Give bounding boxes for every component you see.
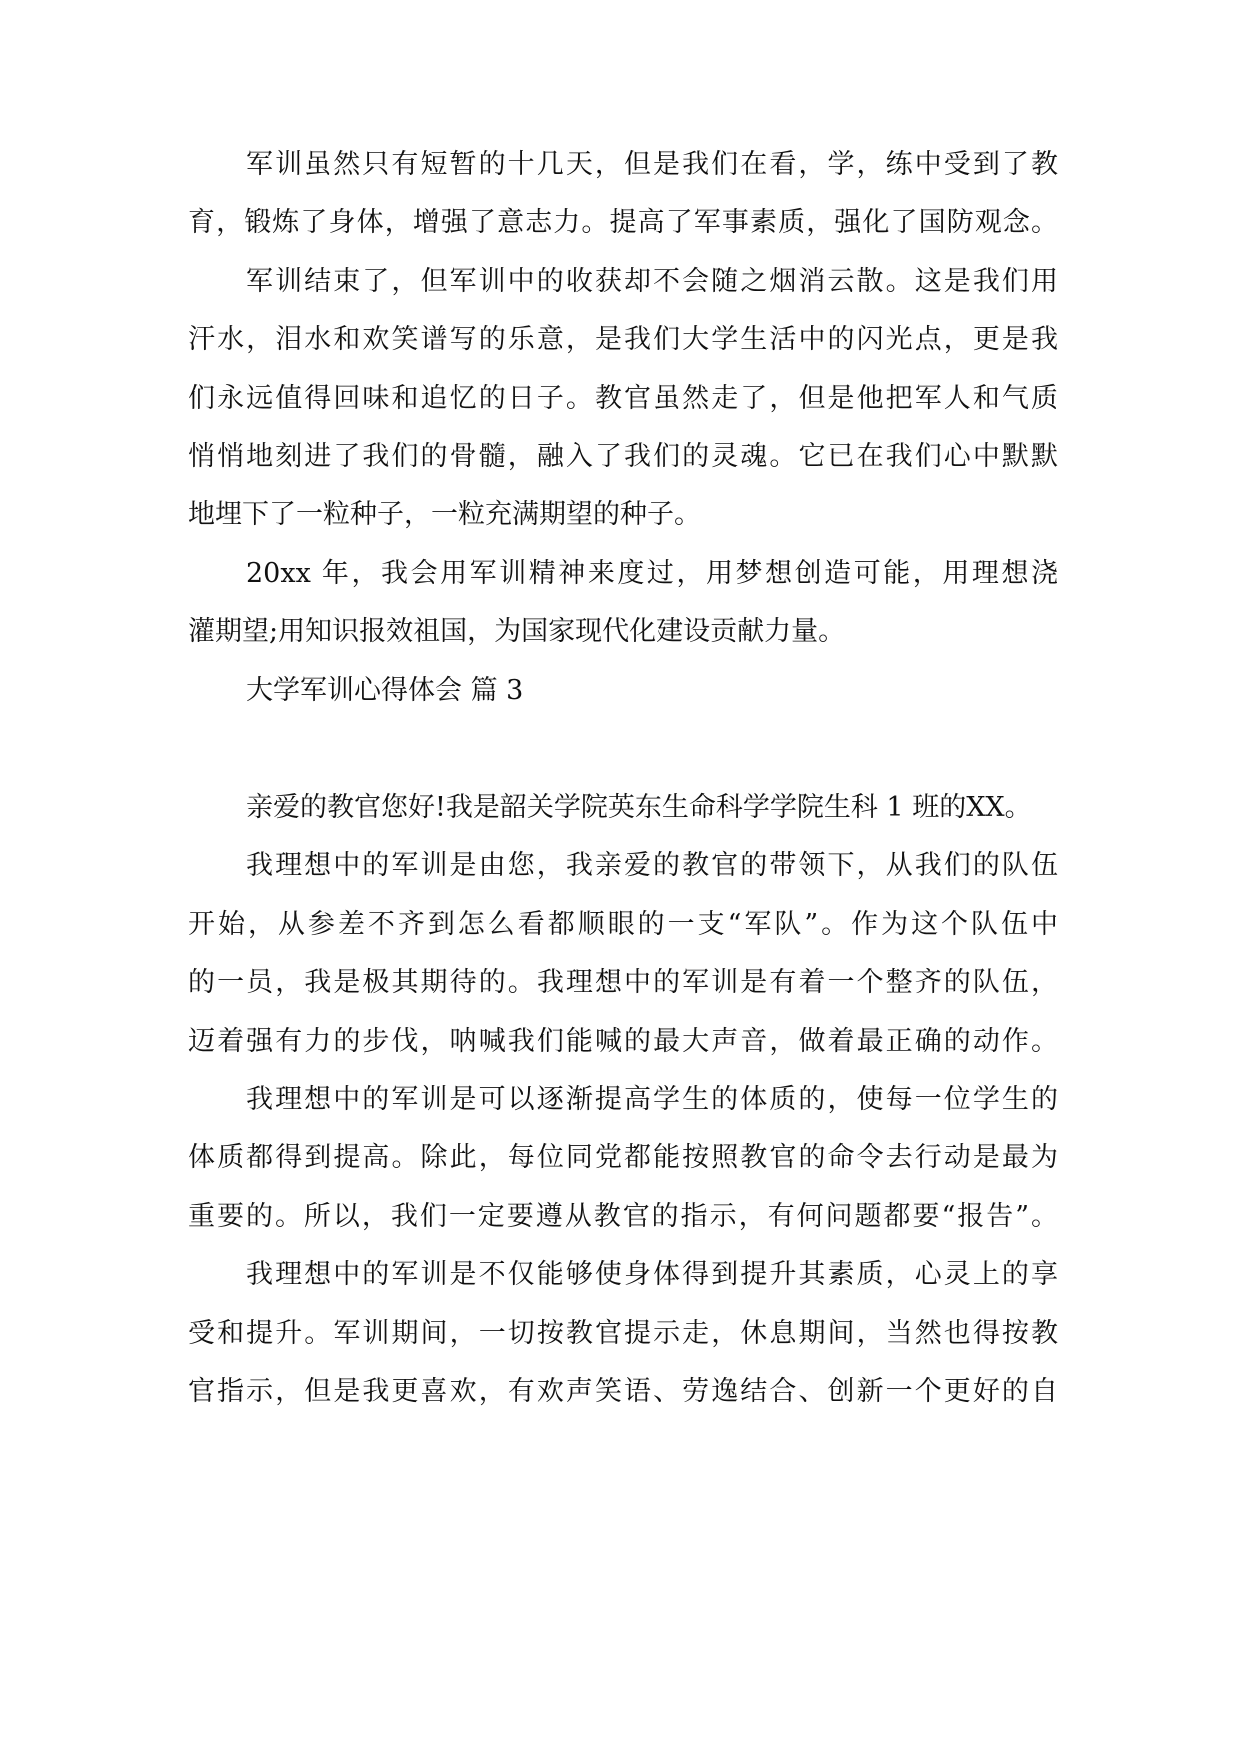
paragraph-line: 亲爱的教官您好!我是韶关学院英东生命科学学院生科 1 班的XX。	[246, 792, 1032, 823]
paragraph-line: 20xx 年，我会用军训精神来度过，用梦想创造可能，用理想浇	[246, 558, 1058, 589]
paragraph-line: 军训虽然只有短暂的十几天，但是我们在看，学，练中受到了教	[246, 149, 1058, 180]
paragraph-line: 官指示，但是我更喜欢，有欢声笑语、劳逸结合、创新一个更好的自	[188, 1376, 1058, 1407]
section-heading: 大学军训心得体会 篇 3	[246, 675, 524, 706]
paragraph-line: 地埋下了一粒种子，一粒充满期望的种子。	[188, 499, 701, 530]
paragraph-line: 灌期望;用知识报效祖国，为国家现代化建设贡献力量。	[188, 616, 846, 647]
paragraph-line: 我理想中的军训是由您，我亲爱的教官的带领下，从我们的队伍	[246, 850, 1058, 881]
paragraph-line: 我理想中的军训是不仅能够使身体得到提升其素质，心灵上的享	[246, 1259, 1058, 1290]
paragraph-line: 悄悄地刻进了我们的骨髓，融入了我们的灵魂。它已在我们心中默默	[188, 441, 1058, 472]
paragraph-line: 重要的。所以，我们一定要遵从教官的指示，有何问题都要“报告”。	[188, 1201, 1058, 1232]
paragraph-line: 受和提升。军训期间，一切按教官提示走，休息期间，当然也得按教	[188, 1318, 1058, 1349]
paragraph-line: 军训结束了，但军训中的收获却不会随之烟消云散。这是我们用	[246, 266, 1058, 297]
paragraph-line: 我理想中的军训是可以逐渐提高学生的体质的，使每一位学生的	[246, 1084, 1058, 1115]
paragraph-line: 们永远值得回味和追忆的日子。教官虽然走了，但是他把军人和气质	[188, 383, 1058, 414]
paragraph-line: 汗水，泪水和欢笑谱写的乐意，是我们大学生活中的闪光点，更是我	[188, 324, 1058, 355]
paragraph-line: 开始，从参差不齐到怎么看都顺眼的一支“军队”。作为这个队伍中	[188, 909, 1058, 940]
paragraph-line: 体质都得到提高。除此，每位同党都能按照教官的命令去行动是最为	[188, 1142, 1058, 1173]
paragraph-line: 育，锻炼了身体，增强了意志力。提高了军事素质，强化了国防观念。	[188, 207, 1058, 238]
paragraph-line: 迈着强有力的步伐，呐喊我们能喊的最大声音，做着最正确的动作。	[188, 1026, 1058, 1057]
paragraph-line: 的一员，我是极其期待的。我理想中的军训是有着一个整齐的队伍，	[188, 967, 1058, 998]
